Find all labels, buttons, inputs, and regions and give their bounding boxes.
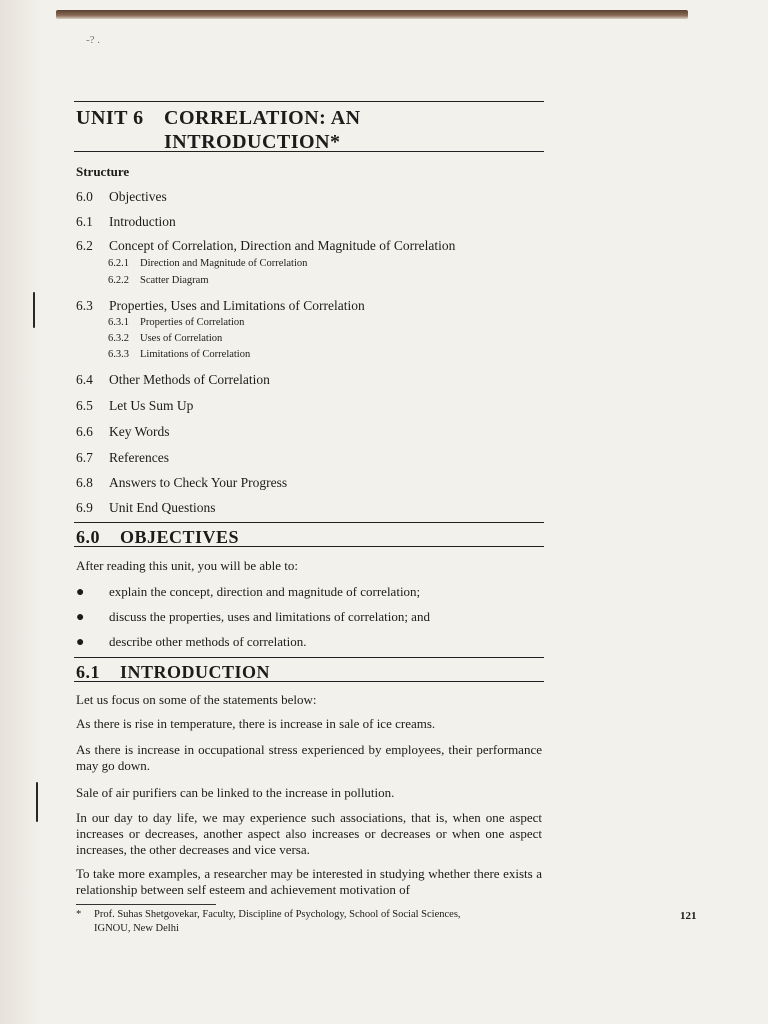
unit-number: UNIT 6: [76, 107, 144, 129]
footnote-line1: Prof. Suhas Shetgovekar, Faculty, Discipline of Psychology, School of Social Sciences,: [94, 909, 461, 920]
pen-scribble: -? .: [86, 34, 101, 46]
objectives-heading: 6.0 OBJECTIVES: [76, 527, 240, 547]
introduction-heading: 6.1 INTRODUCTION: [76, 662, 271, 682]
intro-paragraph: Let us focus on some of the statements below:: [76, 692, 317, 707]
section-bottom-rule: [74, 681, 544, 682]
unit-title-line1: CORRELATION: AN: [164, 107, 361, 129]
toc-item: 6.8 Answers to Check Your Progress: [76, 475, 288, 490]
unit-title-line2: INTRODUCTION*: [164, 131, 341, 153]
section-top-rule: [74, 657, 544, 658]
toc-item: 6.6 Key Words: [76, 424, 170, 439]
page-number: 121: [680, 910, 697, 922]
bullet-icon: ●: [76, 610, 85, 625]
toc-item: 6.7 References: [76, 450, 169, 465]
margin-pen-mark: [36, 782, 38, 822]
intro-paragraph: To take more examples, a researcher may be interested in studying whether there exists a relationship between self esteem and achievement motivation of: [76, 866, 542, 897]
toc-subitem: 6.2.2 Scatter Diagram: [108, 275, 209, 286]
intro-paragraph: As there is increase in occupational stress experienced by employees, their performance may go down.: [76, 742, 542, 773]
page-top-edge: [56, 10, 688, 19]
objective-bullet: ● explain the concept, direction and magnitude of correlation;: [76, 584, 421, 600]
title-bottom-rule: [74, 151, 544, 152]
footnote: [76, 908, 546, 936]
toc-item: 6.2 Concept of Correlation, Direction and Magnitude of Correlation: [76, 238, 456, 253]
toc-item: 6.5 Let Us Sum Up: [76, 398, 194, 413]
toc-item: 6.3 Properties, Uses and Limitations of Correlation: [76, 298, 365, 313]
toc-item: 6.1 Introduction: [76, 214, 176, 229]
structure-label: Structure: [76, 164, 130, 179]
intro-paragraph: Sale of air purifiers can be linked to the increase in pollution.: [76, 785, 395, 800]
toc-subitem: 6.2.1 Direction and Magnitude of Correlation: [108, 258, 308, 269]
title-top-rule: [74, 101, 544, 102]
toc-subitem: 6.3.1 Properties of Correlation: [108, 317, 245, 328]
section-top-rule: [74, 522, 544, 523]
section-bottom-rule: [74, 546, 544, 547]
toc-subitem: 6.3.2 Uses of Correlation: [108, 333, 223, 344]
footnote-star: *: [76, 909, 82, 920]
objectives-intro: After reading this unit, you will be able to:: [76, 558, 299, 573]
intro-paragraph: In our day to day life, we may experience such associations, that is, when one aspect increases or decreases, another aspect also increases or decreases or when one aspect increases, the other decreases and vice versa.: [76, 810, 542, 857]
objective-bullet: ● discuss the properties, uses and limitations of correlation; and: [76, 609, 430, 625]
intro-paragraph: As there is rise in temperature, there is increase in sale of ice creams.: [76, 716, 436, 731]
footnote-line2: IGNOU, New Delhi: [94, 923, 179, 934]
bullet-icon: ●: [76, 635, 85, 650]
toc-item: 6.4 Other Methods of Correlation: [76, 372, 270, 387]
toc-item: 6.9 Unit End Questions: [76, 500, 216, 515]
toc-subitem: 6.3.3 Limitations of Correlation: [108, 349, 251, 360]
margin-pen-mark: [33, 292, 35, 328]
page-shadow: [0, 0, 42, 1024]
toc-item: 6.0 Objectives: [76, 189, 167, 204]
objective-bullet: ● describe other methods of correlation.: [76, 634, 307, 650]
bullet-icon: ●: [76, 585, 85, 600]
footnote-rule: [76, 904, 216, 905]
